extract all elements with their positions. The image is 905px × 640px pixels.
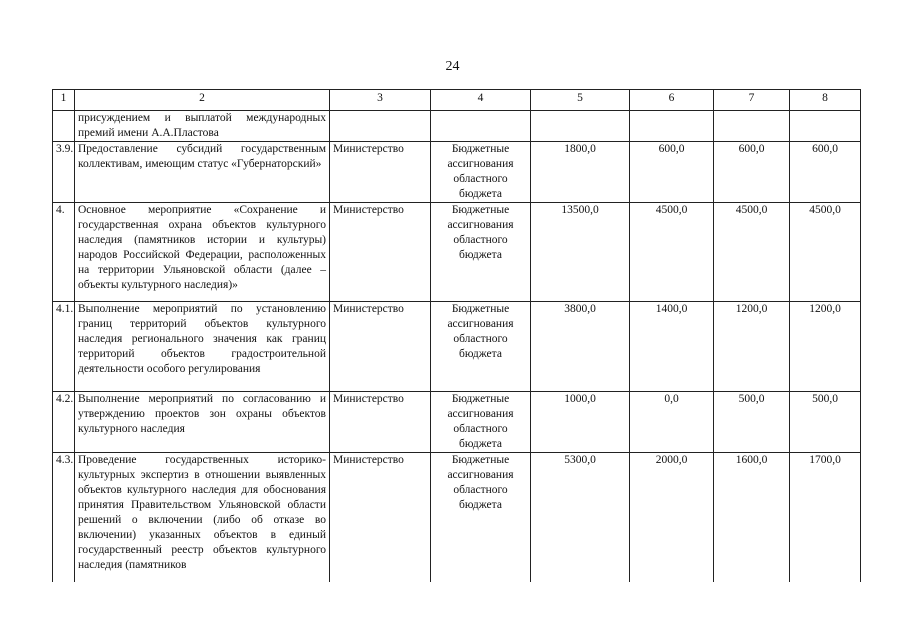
item-funding-source — [431, 111, 531, 142]
item-total: 13500,0 — [531, 203, 630, 302]
table-row — [53, 302, 861, 392]
item-year-2 — [714, 111, 790, 142]
item-number: 4.2. — [53, 392, 75, 453]
item-executor — [330, 111, 431, 142]
item-year-2: 4500,0 — [714, 203, 790, 302]
item-executor: Министерство — [330, 142, 431, 203]
item-funding-source: Бюджетные ассигнования областного бюджета — [431, 453, 531, 583]
item-description: Проведение государственных историко-культурных экспертиз в отношении выявленных объектов культурного наследия для обоснования принятия Правительством Ульяновской области решений о включении (либо об отказе во включении) указанных объектов в единый государственный реестр объектов культурного наследия (памятников — [75, 453, 330, 583]
item-funding-source: Бюджетные ассигнования областного бюджета — [431, 142, 531, 203]
item-year-3: 600,0 — [790, 142, 861, 203]
item-number: 4.1. — [53, 302, 75, 392]
page-number: 24 — [445, 59, 460, 74]
item-year-1: 4500,0 — [630, 203, 714, 302]
item-year-3: 4500,0 — [790, 203, 861, 302]
header-cell: 3 — [330, 90, 431, 111]
item-funding-source: Бюджетные ассигнования областного бюджета — [431, 203, 531, 302]
header-cell: 4 — [431, 90, 531, 111]
item-funding-source: Бюджетные ассигнования областного бюджета — [431, 302, 531, 392]
item-total: 1800,0 — [531, 142, 630, 203]
item-description: Выполнение мероприятий по установлению границ территорий объектов культурного наследия регионального значения как границ территорий объектов градостроительной деятельности особого регулирования — [75, 302, 330, 392]
header-cell: 5 — [531, 90, 630, 111]
item-number: 4. — [53, 203, 75, 302]
item-year-1: 600,0 — [630, 142, 714, 203]
item-year-3: 500,0 — [790, 392, 861, 453]
item-total: 1000,0 — [531, 392, 630, 453]
item-description: Основное мероприятие «Сохранение и государственная охрана объектов культурного наследия (памятников истории и культуры) народов Российской Федерации, расположенных на территории Ульяновской области (далее – объекты культурного наследия)» — [75, 203, 330, 302]
header-cell: 7 — [714, 90, 790, 111]
item-year-1 — [630, 111, 714, 142]
item-description: присуждением и выплатой международных премий имени А.А.Пластова — [75, 111, 330, 142]
item-year-2: 1600,0 — [714, 453, 790, 583]
item-executor: Министерство — [330, 302, 431, 392]
item-year-1: 1400,0 — [630, 302, 714, 392]
table-row — [53, 111, 861, 142]
item-executor: Министерство — [330, 453, 431, 583]
budget-table — [52, 89, 861, 582]
item-description: Выполнение мероприятий по согласованию и утверждению проектов зон охраны объектов культурного наследия — [75, 392, 330, 453]
header-cell: 8 — [790, 90, 861, 111]
item-year-1: 2000,0 — [630, 453, 714, 583]
item-year-2: 600,0 — [714, 142, 790, 203]
item-year-1: 0,0 — [630, 392, 714, 453]
item-year-3: 1700,0 — [790, 453, 861, 583]
table-row — [53, 392, 861, 453]
item-number: 4.3. — [53, 453, 75, 583]
item-description: Предоставление субсидий государственным коллективам, имеющим статус «Губернаторский» — [75, 142, 330, 203]
item-year-3 — [790, 111, 861, 142]
item-total: 3800,0 — [531, 302, 630, 392]
item-executor: Министерство — [330, 392, 431, 453]
item-total — [531, 111, 630, 142]
table-row — [53, 453, 861, 583]
header-cell: 1 — [53, 90, 75, 111]
header-cell: 2 — [75, 90, 330, 111]
table-row — [53, 142, 861, 203]
item-number — [53, 111, 75, 142]
item-funding-source: Бюджетные ассигнования областного бюджета — [431, 392, 531, 453]
item-total: 5300,0 — [531, 453, 630, 583]
item-number: 3.9. — [53, 142, 75, 203]
table-row — [53, 203, 861, 302]
header-row — [53, 90, 861, 111]
item-year-2: 500,0 — [714, 392, 790, 453]
header-cell: 6 — [630, 90, 714, 111]
item-year-2: 1200,0 — [714, 302, 790, 392]
item-year-3: 1200,0 — [790, 302, 861, 392]
item-executor: Министерство — [330, 203, 431, 302]
